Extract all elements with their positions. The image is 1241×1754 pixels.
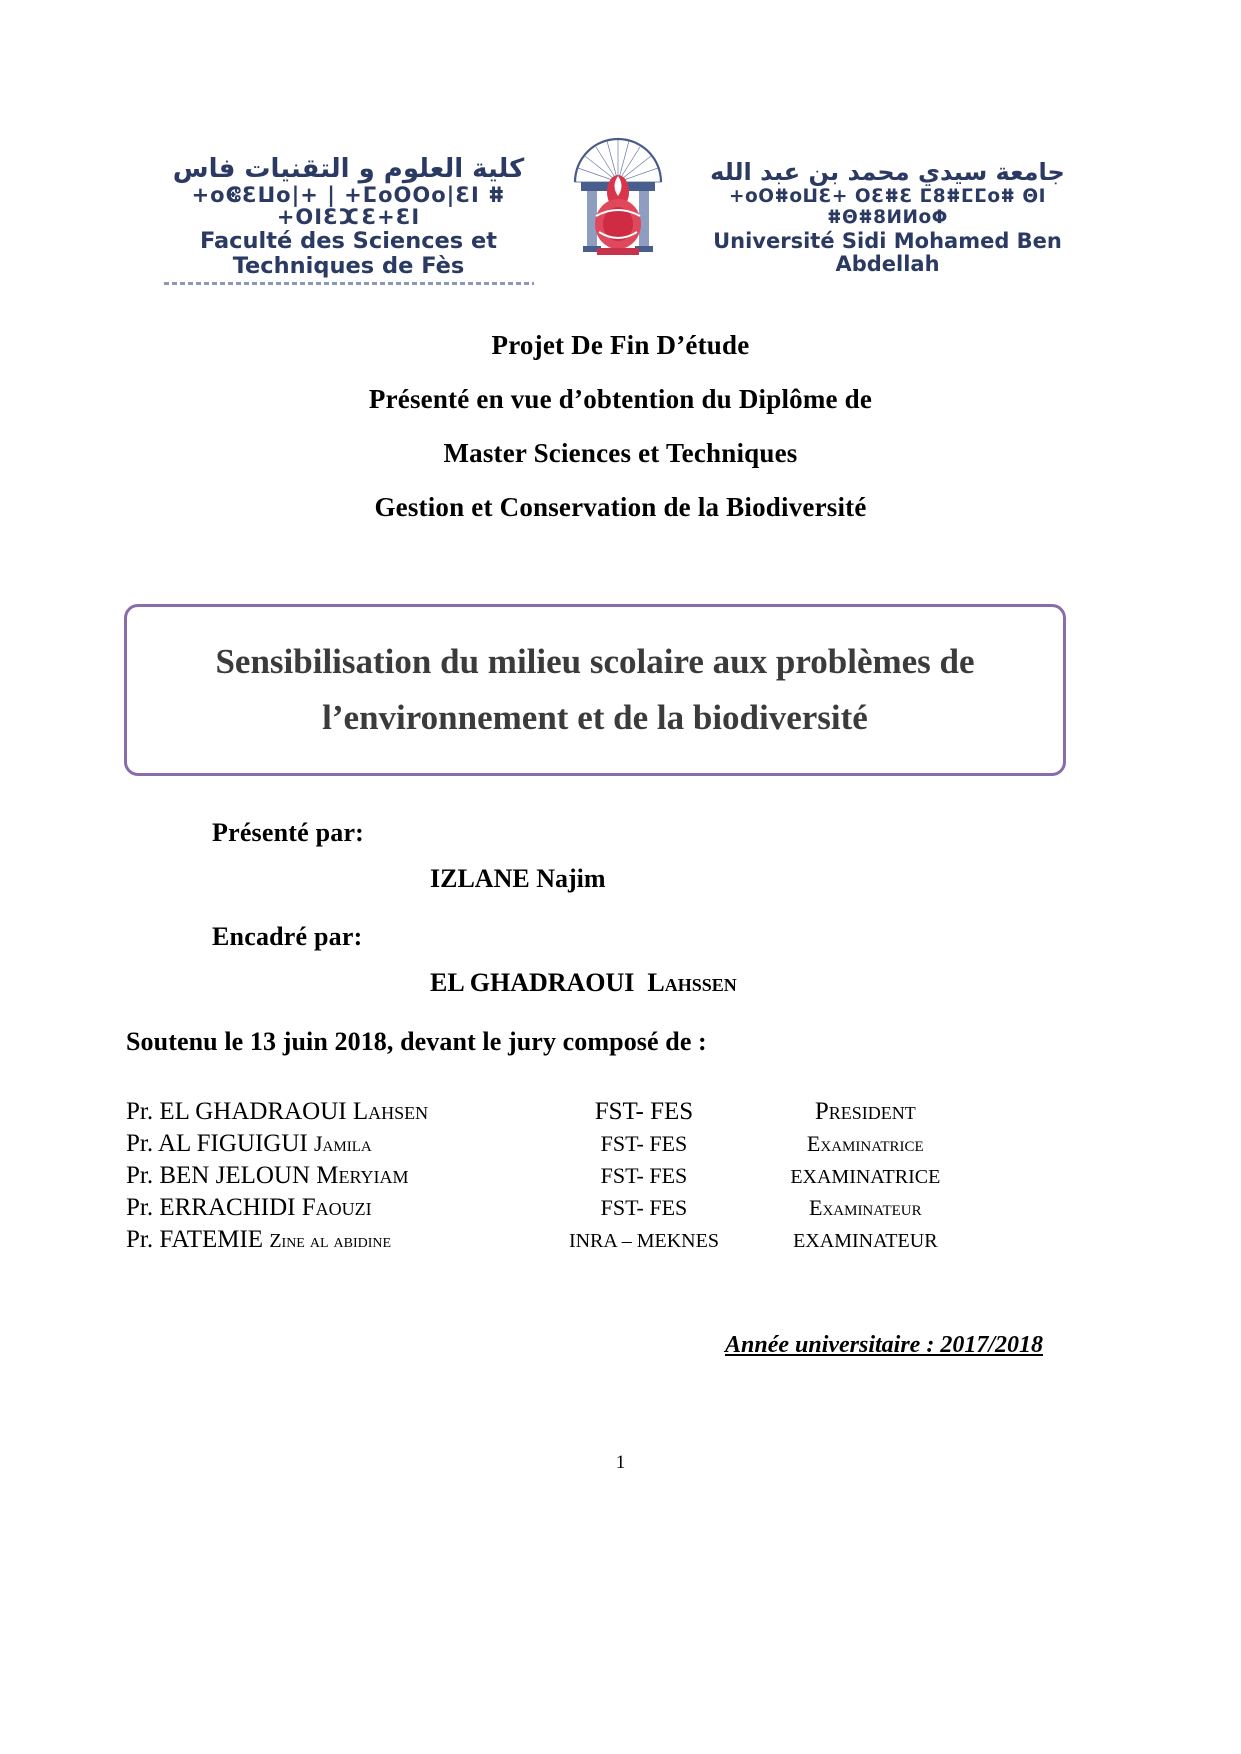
table-row bbox=[126, 1194, 976, 1226]
jury-prefix: Pr. bbox=[126, 1130, 154, 1157]
faculty-logo-rule bbox=[164, 282, 534, 285]
supervised-by-block bbox=[0, 922, 1241, 998]
supervisor-name bbox=[430, 968, 1241, 998]
page-header bbox=[0, 120, 1241, 280]
jury-role bbox=[755, 1226, 976, 1258]
university-name-tifinagh: +oOⵌoⵡƐ+ OƐⵌƐ ⵎ8ⵌⵎⵎoⵌ ΘI ⵌΘⵌ8ИИoΦ bbox=[729, 186, 1046, 228]
presented-by-label: Présenté par: bbox=[212, 818, 365, 847]
jury-member-name bbox=[126, 1130, 533, 1162]
jury-surname: EL GHADRAOUI bbox=[159, 1098, 347, 1125]
specialty-line: Gestion et Conservation de la Biodiversité bbox=[374, 492, 867, 522]
jury-role-text: Examinatrice bbox=[806, 1131, 924, 1156]
thesis-title: Sensibilisation du milieu scolaire aux problèmes de l’environnement et de la biodiversité bbox=[215, 642, 975, 737]
supervisor-surname: EL GHADRAOUI bbox=[430, 968, 635, 997]
jury-role-text: President bbox=[814, 1098, 916, 1125]
jury-member-name bbox=[126, 1194, 533, 1226]
university-logo bbox=[683, 120, 1093, 276]
jury-role-text: Examinateur bbox=[809, 1195, 922, 1220]
jury-role-text: EXAMINATEUR bbox=[793, 1230, 938, 1252]
faculty-name-arabic: كلية العلوم و التقنيات فاس bbox=[172, 154, 525, 184]
academic-year: Année universitaire : 2017/2018 bbox=[724, 1332, 1043, 1358]
jury-firstname: Zine al abidine bbox=[269, 1230, 392, 1252]
jury-institution bbox=[533, 1226, 754, 1258]
jury-prefix: Pr. bbox=[126, 1194, 154, 1221]
defense-date-line: Soutenu le 13 juin 2018, devant le jury composé de : bbox=[126, 1027, 707, 1056]
jury-member-name bbox=[126, 1226, 533, 1258]
jury-institution bbox=[533, 1098, 754, 1130]
degree-name-line: Master Sciences et Techniques bbox=[443, 438, 798, 468]
supervised-by-label: Encadré par: bbox=[212, 922, 363, 951]
jury-institution bbox=[533, 1130, 754, 1162]
jury-table-body bbox=[126, 1098, 976, 1258]
jury-role bbox=[755, 1130, 976, 1162]
supervisor-firstname: Lahssen bbox=[647, 968, 737, 997]
jury-surname: AL FIGUIGUI bbox=[157, 1130, 308, 1157]
jury-role bbox=[755, 1098, 976, 1130]
jury-member-name bbox=[126, 1162, 533, 1194]
jury-institution-text: FST- FES bbox=[600, 1195, 688, 1220]
jury-prefix: Pr. bbox=[126, 1226, 154, 1253]
table-row bbox=[126, 1226, 976, 1258]
jury-role bbox=[755, 1162, 976, 1194]
table-row bbox=[126, 1098, 976, 1130]
university-crest-icon bbox=[563, 120, 673, 260]
jury-role-text: EXAMINATRICE bbox=[790, 1166, 941, 1188]
faculty-name-french: Faculté des Sciences et Techniques de Fès bbox=[199, 228, 498, 280]
faculty-logo bbox=[149, 120, 549, 285]
university-name-arabic: جامعة سيدي محمد بن عبد الله bbox=[710, 158, 1065, 186]
jury-surname: FATEMIE bbox=[159, 1226, 264, 1253]
jury-firstname: Meryiam bbox=[316, 1162, 409, 1189]
jury-institution-text: FST- FES bbox=[600, 1131, 688, 1156]
presented-by-block bbox=[0, 818, 1241, 894]
university-name-french: Université Sidi Mohamed Ben Abdellah bbox=[713, 228, 1062, 276]
faculty-name-tifinagh: +oⵞƐⵡo|+ | +ⵎoOOo|ƐI ⵌ +OIƐⵋƐ+ƐI bbox=[191, 183, 506, 230]
jury-institution-text: FST- FES bbox=[600, 1163, 688, 1188]
jury-prefix: Pr. bbox=[126, 1162, 154, 1189]
jury-institution-text: FST- FES bbox=[594, 1098, 694, 1125]
jury-institution-text: INRA – MEKNES bbox=[568, 1230, 719, 1252]
jury-table bbox=[126, 1098, 976, 1258]
table-row bbox=[126, 1130, 976, 1162]
intro-headings bbox=[0, 318, 1241, 534]
project-type-line: Projet De Fin D’étude bbox=[491, 330, 750, 360]
diploma-purpose-line: Présenté en vue d’obtention du Diplôme de bbox=[368, 384, 873, 414]
page-number: 1 bbox=[615, 1452, 626, 1473]
jury-institution bbox=[533, 1162, 754, 1194]
jury-prefix: Pr. bbox=[126, 1098, 154, 1125]
jury-institution bbox=[533, 1194, 754, 1226]
thesis-title-box bbox=[124, 604, 1066, 776]
jury-role bbox=[755, 1194, 976, 1226]
table-row bbox=[126, 1162, 976, 1194]
jury-firstname: Lahsen bbox=[352, 1098, 429, 1125]
student-name: IZLANE Najim bbox=[430, 864, 606, 893]
jury-firstname: Faouzi bbox=[301, 1194, 372, 1221]
jury-firstname: Jamila bbox=[313, 1131, 372, 1156]
jury-surname: ERRACHIDI bbox=[159, 1194, 296, 1221]
jury-member-name bbox=[126, 1098, 533, 1130]
jury-surname: BEN JELOUN bbox=[159, 1162, 311, 1189]
